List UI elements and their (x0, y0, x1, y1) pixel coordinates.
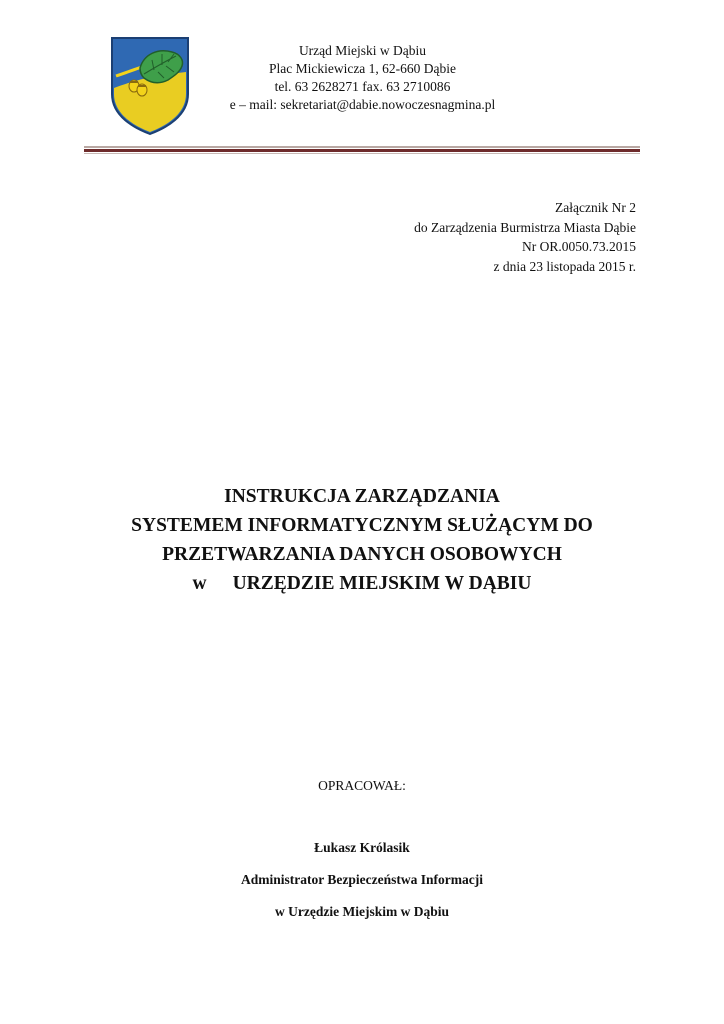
annex-date: z dnia 23 listopada 2015 r. (493, 258, 636, 274)
annex-number: Załącznik Nr 2 (555, 200, 636, 215)
title-line-4-prefix: w (192, 573, 207, 594)
office-address: Plac Mickiewicza 1, 62-660 Dąbie (268, 61, 457, 76)
coat-of-arms-logo (110, 36, 190, 136)
title-line-1: INSTRUKCJA ZARZĄDZANIA (224, 486, 500, 507)
office-name: Urząd Miejski w Dąbiu (298, 43, 427, 58)
header-divider-bottom (84, 153, 640, 154)
title-line-2: SYSTEMEM INFORMATYCZNYM SŁUŻĄCYM DO (131, 515, 593, 536)
document-title (0, 482, 724, 598)
office-email: e – mail: sekretariat@dabie.nowoczesnagmina.pl (229, 97, 496, 112)
title-line-4 (0, 569, 724, 598)
annex-reference-number: Nr OR.0050.73.2015 (522, 239, 636, 254)
office-header (200, 42, 525, 114)
header-divider-main (84, 149, 640, 152)
author-institution: w Urzędzie Miejskim w Dąbiu (275, 904, 449, 919)
title-line-4-main: URZĘDZIE MIEJSKIM W DĄBIU (232, 573, 532, 594)
title-line-3: PRZETWARZANIA DANYCH OSOBOWYCH (162, 544, 562, 565)
header-divider-top (84, 146, 640, 148)
author-name: Łukasz Królasik (314, 840, 410, 855)
author-role: Administrator Bezpieczeństwa Informacji (241, 872, 483, 887)
annex-ordinance: do Zarządzenia Burmistrza Miasta Dąbie (414, 219, 636, 235)
prepared-by-label: OPRACOWAŁ: (318, 778, 406, 793)
annex-note (414, 198, 636, 276)
author-block (0, 832, 724, 928)
office-phone-fax: tel. 63 2628271 fax. 63 2710086 (274, 79, 451, 94)
